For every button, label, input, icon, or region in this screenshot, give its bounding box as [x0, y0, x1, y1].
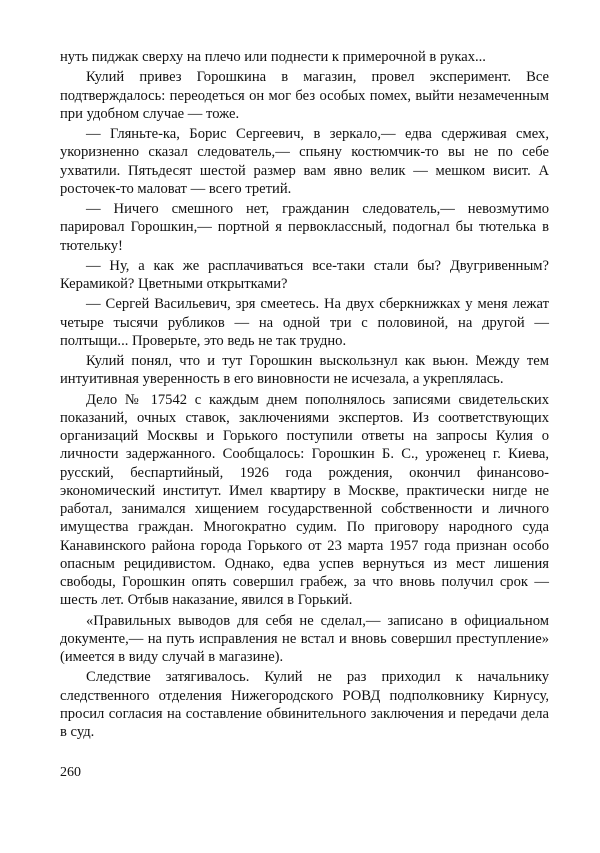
paragraph: — Ну, а как же расплачиваться все-таки стали бы? Двугривенным? Керамикой? Цветными открытками?	[60, 257, 549, 292]
page-body	[60, 48, 549, 741]
paragraph: Следствие затягивалось. Кулий не раз приходил к начальнику следственного отделения Нижегородского РОВД подполковнику Кирнусу, просил согласия на составление обвинительного заключения и передачи дела в суд.	[60, 669, 549, 740]
paragraph: — Ничего смешного нет, гражданин следователь,— невозмутимо парировал Горошкин,— портной я первоклассный, подогнал бы тютелька в тютельку!	[60, 201, 549, 254]
paragraph: «Правильных выводов для себя не сделал,— записано в официальном документе,— на путь исправления не встал и вновь совершил преступление» (имеется в виду случай в магазине).	[60, 612, 549, 665]
paragraph: Кулий понял, что и тут Горошкин выскользнул как вьюн. Между тем интуитивная уверенность в его виновности не исчезала, а укреплялась.	[60, 353, 549, 388]
paragraph: Кулий привез Горошкина в магазин, провел эксперимент. Все подтверждалось: переодеться он мог без особых помех, выйти незамеченным при удобном случае — тоже.	[60, 69, 549, 122]
paragraph: Дело № 17542 с каждым днем пополнялось записями свидетельских показаний, очных ставок, заключениями экспертов. Из соответствующих организаций Москвы и Горького поступили ответы на запросы Кулия о личности задержанного. Сообщалось: Горошкин Б. С., уроженец г. Киева, русский, беспартийный, 1926 года рождения, окончил финансово-экономический институт. Имел квартиру в Москве, практически нигде не работал, занимался хищением государственной собственности и личного имущества граждан. Многократно судим. По приговору народного суда Канавинского района города Горького от 23 марта 1957 года признан особо опасным рецидивистом. Однако, едва успев вернуться из мест лишения свободы, Горошкин опять совершил грабеж, за что вновь получил срок — шесть лет. Отбыв наказание, явился в Горький.	[60, 391, 549, 609]
paragraph: — Сергей Васильевич, зря смеетесь. На двух сберкнижках у меня лежат четыре тысячи рубликов — на одной три с половиной, на другой — полтыщи... Проверьте, это ведь не так трудно.	[60, 296, 549, 349]
page-number: 260	[60, 765, 81, 780]
paragraph: — Гляньте-ка, Борис Сергеевич, в зеркало,— едва сдерживая смех, укоризненно сказал следователь,— спьяну костюмчик-то вы не по себе ухватили. Пятьдесят шестой размер вам явно велик — мешком висит. А росточек-то маловат — всего третий.	[60, 126, 549, 197]
paragraph: нуть пиджак сверху на плечо или поднести к примерочной в руках...	[60, 49, 486, 65]
